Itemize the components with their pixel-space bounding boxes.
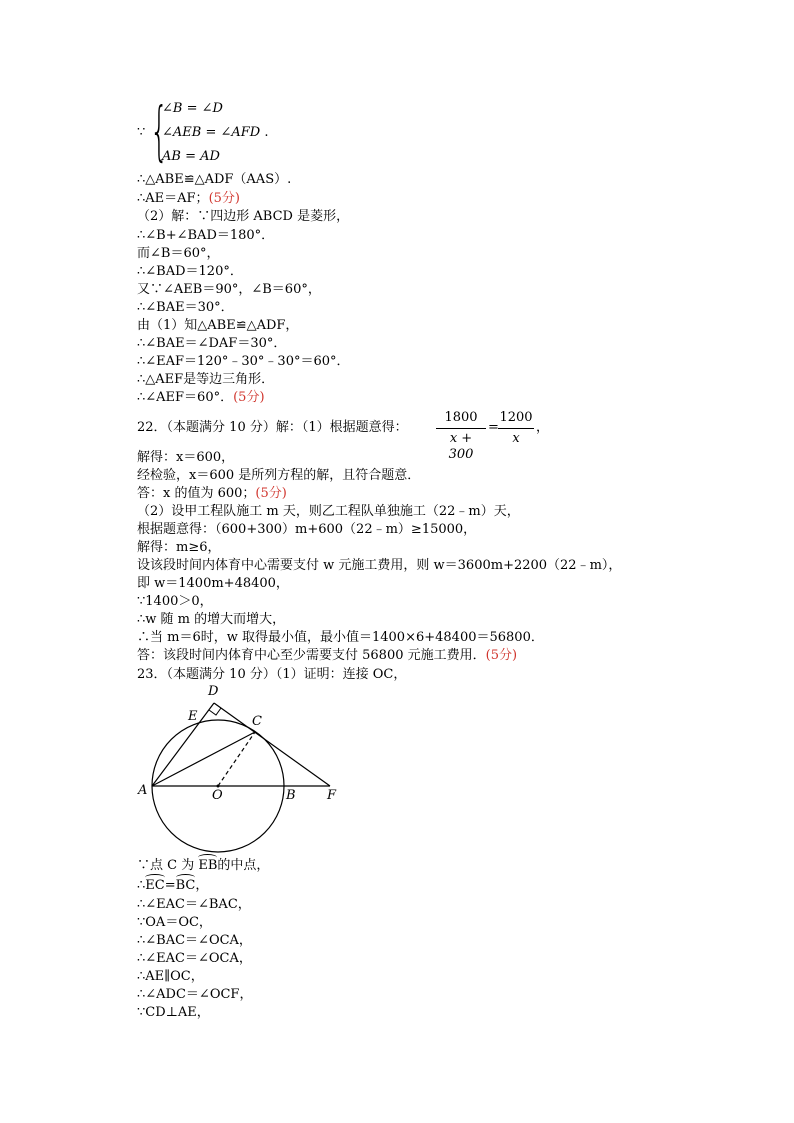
right-angle-mark xyxy=(209,708,221,715)
score-badge: (5分) xyxy=(233,390,265,405)
arc-ec: EC xyxy=(145,878,165,893)
label-c: C xyxy=(252,714,262,729)
score-badge: (5分) xyxy=(255,486,287,501)
text-line: 根据题意得：（600+300）m+600（22﹣m）≥15000， xyxy=(137,522,477,537)
brace: { xyxy=(150,95,169,169)
text-line: 由（1）知△ABE≌△ADF， xyxy=(137,318,299,333)
text-line: ∴∠BAE＝30°． xyxy=(137,300,234,315)
text-line: ∴∠B+∠BAD＝180°． xyxy=(137,228,275,243)
equation-1: ∠B = ∠D xyxy=(162,101,223,116)
q23-header: 23．（本题满分 10 分）（1）证明：连接 OC， xyxy=(137,667,407,682)
label-e: E xyxy=(188,709,198,724)
arc-bc: BC xyxy=(175,878,196,893)
fraction-1-numerator: 1800 xyxy=(444,410,478,425)
geometry-figure xyxy=(130,680,350,855)
text-line: 解得：m≥6， xyxy=(137,540,221,555)
text-line: ∴∠BAC＝∠OCA， xyxy=(137,933,252,948)
text-line: ∵1400＞0， xyxy=(137,594,213,609)
text-line: ∴AE＝AF；(5分) xyxy=(137,191,240,206)
label-d: D xyxy=(208,684,219,699)
text-line: ∵点 C 为 EB的中点， xyxy=(137,858,270,873)
equation-2: ∠AEB = ∠AFD . xyxy=(162,125,269,140)
arc-eb: EB xyxy=(198,858,218,873)
line-ac xyxy=(152,732,255,786)
text-line: （2）解：∵四边形 ABCD 是菱形， xyxy=(137,209,350,224)
text-line: ∴△AEF是等边三角形． xyxy=(137,372,275,387)
label-o: O xyxy=(212,788,223,803)
text-line: ∴∠BAD＝120°． xyxy=(137,264,243,279)
text-line: 又∵∠AEB＝90°，∠B＝60°， xyxy=(137,282,321,297)
text-line: （2）设甲工程队施工 m 天，则乙工程队单独施工（22﹣m）天， xyxy=(137,504,520,519)
text-line: 而∠B＝60°， xyxy=(137,246,220,261)
text-line: 经检验，x＝600 是所列方程的解，且符合题意． xyxy=(137,468,421,483)
text-line: ∴∠BAE＝∠DAF＝30°． xyxy=(137,336,287,351)
text-line: ∴∠EAC＝∠BAC， xyxy=(137,897,251,912)
text-line: ∴当 m＝6时，w 取得最小值，最小值＝1400×6+48400＝56800． xyxy=(137,630,544,645)
fraction-2-denominator: x xyxy=(512,431,520,446)
text-line: ∴EC=BC， xyxy=(137,878,209,893)
fraction-1 xyxy=(436,410,486,463)
text-line: 答：该段时间内体育中心至少需要支付 56800 元施工费用．(5分) xyxy=(137,648,518,663)
fraction-1-denominator: x + 300 xyxy=(448,431,474,462)
line-ad xyxy=(152,703,214,786)
fraction-2 xyxy=(498,410,534,447)
text-line: ∴∠AEF＝60°．(5分) xyxy=(137,390,265,405)
label-b: B xyxy=(286,788,296,803)
text-line: 即 w＝1400m+48400， xyxy=(137,576,289,591)
line-oc xyxy=(218,732,255,786)
because-symbol: ∵ xyxy=(137,125,146,140)
text-line: ∵CD⊥AE， xyxy=(137,1005,210,1020)
score-badge: (5分) xyxy=(485,648,518,663)
label-a: A xyxy=(138,783,148,798)
q22-header: 22．（本题满分 10 分）解：（1）根据题意得： xyxy=(137,420,408,435)
text-line: ∴AE∥OC， xyxy=(137,969,204,984)
text-line: ∴∠EAF＝120°﹣30°﹣30°＝60°． xyxy=(137,354,350,369)
text-line: 设该段时间内体育中心需要支付 w 元施工费用，则 w＝3600m+2200（22﹣m）， xyxy=(137,558,622,573)
text-line: 答：x 的值为 600；(5分) xyxy=(137,486,287,501)
text-line: ∴∠ADC＝∠OCF， xyxy=(137,987,253,1002)
equals-sign: = xyxy=(488,420,499,435)
text-line: ∴△ABE≌△ADF（AAS）. xyxy=(137,172,292,187)
text-line: ∵OA＝OC， xyxy=(137,915,212,930)
equation-3: AB = AD xyxy=(162,149,220,164)
text-line: 解得：x＝600， xyxy=(137,450,235,465)
label-f: F xyxy=(327,788,337,803)
score-badge: (5分) xyxy=(208,191,240,206)
text-line: ， xyxy=(536,420,550,435)
text-line: ∴w 随 m 的增大而增大， xyxy=(137,612,286,627)
fraction-2-numerator: 1200 xyxy=(499,410,533,425)
text-line: ∴∠EAC＝∠OCA， xyxy=(137,951,252,966)
